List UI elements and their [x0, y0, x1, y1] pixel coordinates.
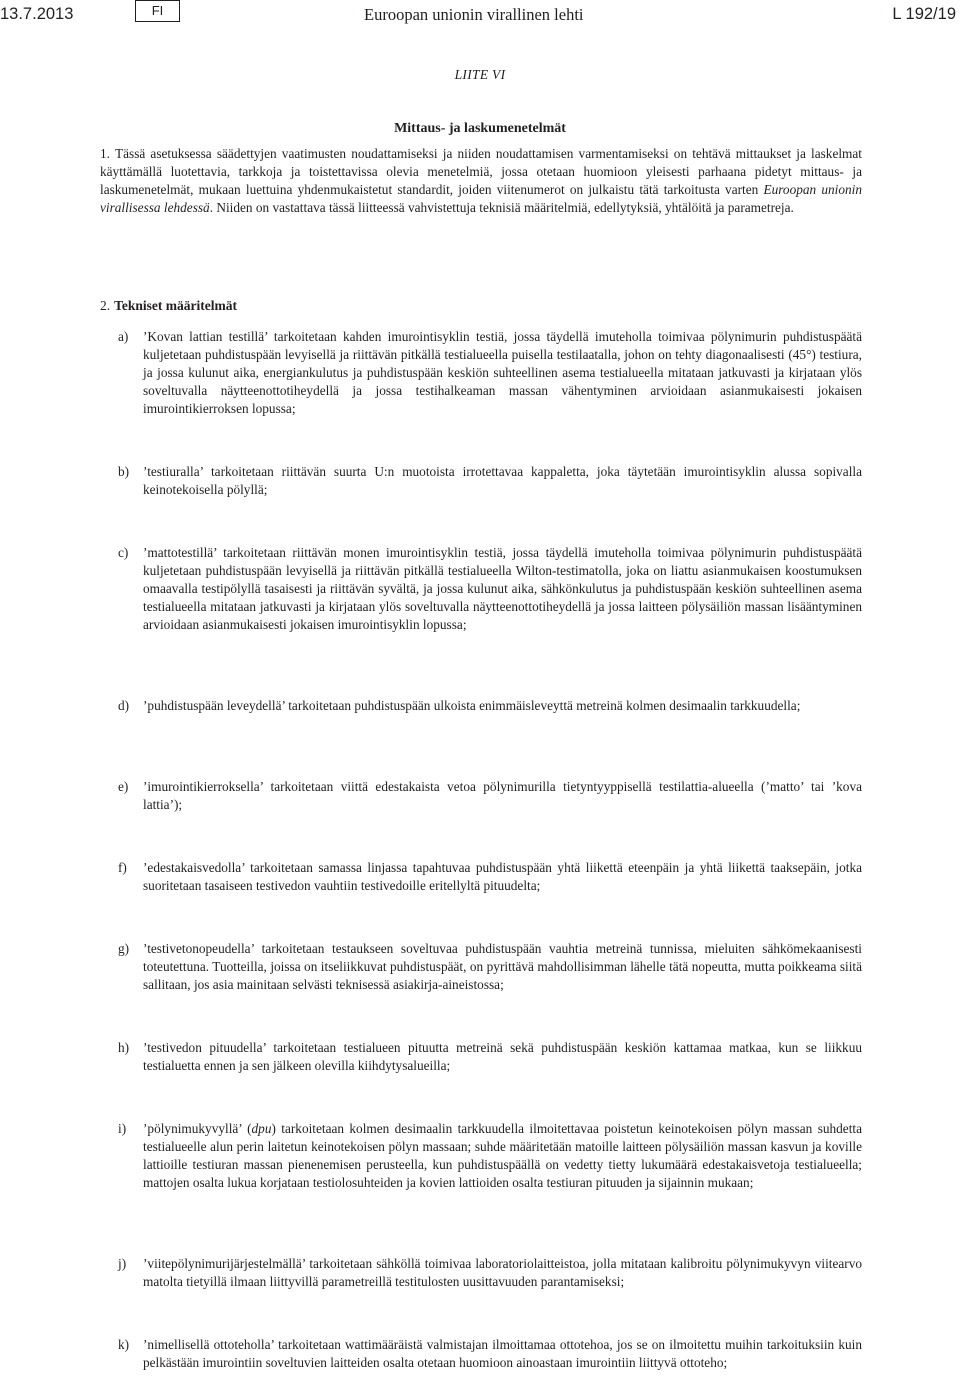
item-label: i)	[118, 1121, 127, 1136]
definition-item	[118, 328, 862, 418]
item-label: b)	[118, 464, 130, 479]
item-text: ’edestakaisvedolla’ tarkoitetaan samassa linjassa tapahtuvaa puhdistuspään yhtä liikettä eteenpäin ja yhtä liikettä taaksepäin, jotka suoritetaan tasaiseen testivedon vauhtiin testivedoille eritellyltä pituudelta;	[143, 860, 862, 893]
section-2-number: 2.	[100, 298, 111, 313]
definition-item	[118, 1336, 862, 1372]
page-header	[0, 0, 960, 40]
section-2-heading	[100, 298, 237, 314]
section-1-paragraph	[100, 145, 862, 217]
definition-item	[118, 859, 862, 895]
item-label: d)	[118, 698, 130, 713]
item-text-part-a: ’pölynimukyvyllä’ (	[143, 1121, 252, 1136]
section-1-text	[100, 145, 862, 217]
section-1-text-part1: Tässä asetuksessa säädettyjen vaatimusten noudattamiseksi ja niiden noudattamisen varmentamiseksi on tehtävä mittaukset ja laskelmat käyttämällä luotettavia, tarkkoja ja toistettavissa olevia menetelmiä, jossa otetaan huomioon yleisesti parhaana pidetyt mittaus- ja laskumenetelmät, mukaan luettuina yhdenmukaistetut standardit, joiden viitenumerot on julkaistu tätä tarkoitusta varten	[100, 146, 862, 197]
item-label: g)	[118, 941, 130, 956]
section-2-title: Tekniset määritelmät	[114, 298, 237, 313]
section-1-number: 1.	[100, 146, 110, 161]
item-text: ’nimellisellä ottoteholla’ tarkoitetaan wattimääräistä valmistajan ilmoittamaa ottotehoa, jos se on ilmoitettu muihin tarkoituksiin kuin pelkästään imurointiin soveltuvien laitteiden osalta otetaan huomioon ainoastaan imurointiin liittyvä ottoteho;	[143, 1337, 862, 1370]
publication-date: 13.7.2013	[0, 5, 74, 23]
section-1-text-part2: . Niiden on vastattava tässä liitteessä vahvistettuja teknisiä määritelmiä, edellytyksiä, yhtälöitä ja parametreja.	[209, 199, 794, 215]
item-text: ’Kovan lattian testillä’ tarkoitetaan kahden imurointisyklin testiä, jossa täydellä imuteholla toimivaa pölynimurin puhdistuspäätä kuljetetaan puhdistuspään levyisellä ja riittävän pitkällä testialueella puisella testilaatalla, johon on tehty diagonaalisesti (45°) testiura, ja jossa kulunut aika, energiankulutus ja puhdistuspään keskiön suhteellinen asema testialueella mitataan jatkuvasti ja kirjataan ylös soveltuvalla näytteenottotiheydellä ja jossa testihalkeaman massan vähentyminen arvioidaan asianmukaisesti jokaisen imurointikierroksen lopussa;	[143, 329, 862, 416]
item-text: ’testiuralla’ tarkoitetaan riittävän suurta U:n muotoista irrotettavaa kappaletta, joka täytetään imurointisyklin alussa sopivalla keinotekoisella pölyllä;	[143, 464, 862, 497]
item-text-part-b: ) tarkoitetaan kolmen desimaalin tarkkuudella ilmoitettavaa poistetun keinotekoisen pölyn massan suhdetta testialueelle alun perin laitetun keinotekoisen pölyn massaan; suhde määritetään matoille laitteen pölysäiliön massan kasvun ja koville lattioille testiuran massan pienenemisen perusteella, kun puhdistuspäällä on vedetty tietty lukumäärä edestakaisvetoja testialueella; mattojen osalta lukua korjataan testiolosuhteiden ja kovien lattioiden osalta testiuran pituuden ja sijainnin mukaan;	[143, 1121, 863, 1190]
definition-item	[118, 778, 862, 814]
item-text: ’puhdistuspään leveydellä’ tarkoitetaan puhdistuspään ulkoista enimmäisleveyttä metreinä kolmen desimaalin tarkkuudella;	[143, 698, 801, 713]
item-label: j)	[118, 1256, 127, 1271]
annex-title: LIITE VI	[454, 67, 506, 82]
item-text	[143, 1120, 862, 1192]
item-label: e)	[118, 779, 129, 794]
language-badge: FI	[135, 0, 180, 22]
definition-item	[118, 940, 862, 994]
item-text-italic: dpu	[251, 1121, 272, 1136]
item-label: f)	[118, 860, 127, 875]
item-label: a)	[118, 329, 129, 344]
definition-item	[118, 463, 862, 499]
page-reference: L 192/19	[892, 5, 956, 23]
item-label: h)	[118, 1040, 130, 1055]
item-text: ’testivedon pituudella’ tarkoitetaan testialueen pituutta metreinä sekä puhdistuspään keskiön kattamaa matkaa, kun se liikkuu testialuetta ennen ja sen jälkeen olevilla kiihdytysalueilla;	[143, 1040, 862, 1073]
item-text: ’imurointikierroksella’ tarkoitetaan viittä edestakaista vetoa pölynimurilla tietyntyyppisellä testilattia-alueella (’matto’ tai ’kova lattia’);	[143, 779, 862, 812]
definition-item	[118, 697, 862, 715]
definition-item	[118, 544, 862, 634]
definition-item	[118, 1120, 862, 1192]
definition-item	[118, 1039, 862, 1075]
journal-title: Euroopan unionin virallinen lehti	[364, 5, 584, 24]
item-text: ’testivetonopeudella’ tarkoitetaan testaukseen soveltuvaa puhdistuspään vauhtia metreinä tunnissa, mieluiten sähkömekaanisesti toteutettuna. Tuotteilla, joissa on itseliikkuvat puhdistuspäät, on pyrittävä mahdollisimman lähelle tätä nopeutta, mutta poikkeama siitä sallitaan, jos asia mainitaan selvästi teknisessä asiakirja-aineistossa;	[143, 941, 862, 992]
annex-heading: Mittaus- ja laskumenetelmät	[394, 121, 566, 136]
definition-item	[118, 1255, 862, 1291]
item-text: ’mattotestillä’ tarkoitetaan riittävän monen imurointisyklin testiä, jossa täydellä imuteholla toimivaa pölynimurin puhdistuspäätä kuljetetaan puhdistuspään levyisellä ja riittävän pitkällä testialueella Wilton-testimatolla, joka on liattu asianmukaisen koostumuksen omaavalla testipölyllä tasaisesti ja riittävän syvältä, ja jossa kulunut aika, sähkönkulutus ja puhdistuspään keskiön suhteellinen asema testialueella mitataan jatkuvasti ja kirjataan ylös soveltuvalla näytteenottotiheydellä ja jossa laitteen pölysäiliön massan lisääntyminen arvioidaan asianmukaisesti jokaisen imurointisyklin lopussa;	[143, 545, 862, 632]
section-1-text-italic: Euroopan unionin virallisessa lehdessä	[100, 181, 863, 215]
item-label: c)	[118, 545, 129, 560]
item-label: k)	[118, 1337, 130, 1352]
item-text: ’viitepölynimurijärjestelmällä’ tarkoitetaan sähköllä toimivaa laboratoriolaitteistoa, jolla mitataan kalibroitu pölynimukyvyn viitearvo matolta tietyillä ilmaan liittyvillä parametreillä testitulosten uusittavuuden parantamiseksi;	[143, 1256, 862, 1289]
